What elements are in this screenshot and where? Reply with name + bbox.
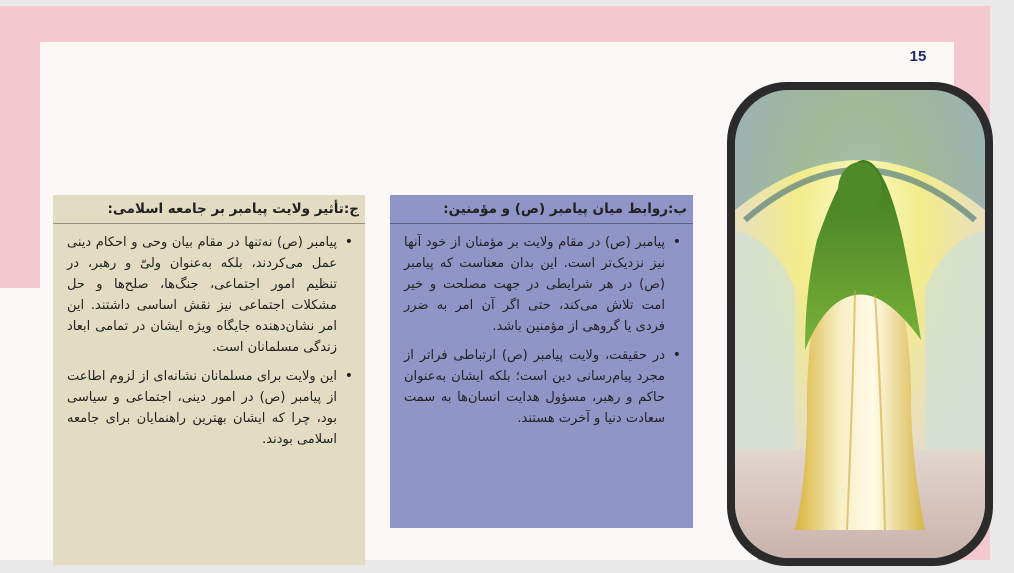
list-item xyxy=(404,345,681,429)
box-title: ب:روابط میان پیامبر (ص) و مؤمنین: xyxy=(390,195,693,224)
bullet-icon: • xyxy=(672,234,681,250)
list-item xyxy=(67,366,353,450)
list-item-text: این ولایت برای مسلمانان نشانه‌ای از لزوم اطاعت از پیامبر (ص) در امور دینی، اجتماعی و سیاسی بود، چرا که ایشان بهترین راهنمایان برای جامعه اسلامی بودند. xyxy=(67,369,337,447)
illustration xyxy=(735,90,985,558)
list-item-text: پیامبر (ص) در مقام ولایت بر مؤمنان از خود آنها نیز نزدیک‌تر است. این بدان معناست که پیامبر (ص) در هر شرایطی در جهت مصلحت و خیر امت تلاش می‌کند، حتی اگر آن امر به ضرر فردی یا گروهی از مؤمنین باشد. xyxy=(404,235,665,334)
list-item-text: در حقیقت، ولایت پیامبر (ص) ارتباطی فراتر از مجرد پیام‌رسانی دین است؛ بلکه ایشان به‌عنوان حاکم و رهبر، مسؤول هدایت انسان‌ها به سمت سعادت دنیا و آخرت هستند. xyxy=(404,348,665,426)
list-item xyxy=(404,232,681,337)
picture-frame xyxy=(727,82,993,566)
list-item xyxy=(67,232,353,358)
page-number: 15 xyxy=(909,48,927,65)
bullet-icon: • xyxy=(344,234,353,250)
list-item-text: پیامبر (ص) نه‌تنها در مقام بیان وحی و احکام دینی عمل می‌کردند، بلکه به‌عنوان ولیّ و رهبر، در تنظیم امور اجتماعی، جنگ‌ها، صلح‌ها و حل مشکلات اجتماعی نیز نقش اساسی داشتند. این امر نشان‌دهنده جایگاه ویژه ایشان در تمامی ابعاد زندگی مسلمانان است. xyxy=(67,235,337,355)
bullet-list xyxy=(390,224,693,429)
left-accent-band xyxy=(0,6,40,288)
box-title: ج:تأثیر ولایت پیامبر بر جامعه اسلامی: xyxy=(53,195,365,224)
robed-figure-illustration xyxy=(735,90,985,558)
text-box-relations xyxy=(390,195,693,528)
bullet-list xyxy=(53,224,365,450)
bullet-icon: • xyxy=(344,368,353,384)
text-box-impact xyxy=(53,195,365,565)
top-accent-band xyxy=(0,6,990,42)
bullet-icon: • xyxy=(672,347,681,363)
